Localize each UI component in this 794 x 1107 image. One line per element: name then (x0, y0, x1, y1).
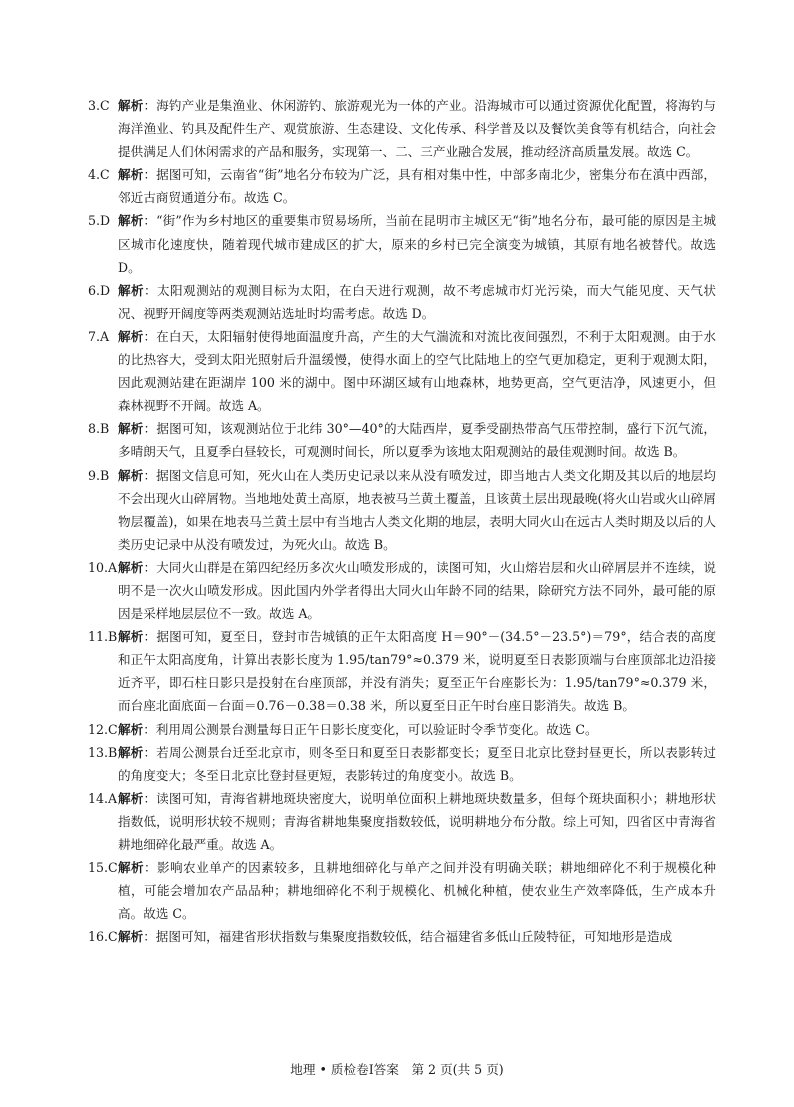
analysis-label: 解析 (118, 467, 144, 483)
answer-number: 16.C (88, 929, 118, 945)
answer-number: 11.B (88, 629, 118, 645)
answer-number: 15.C (88, 860, 118, 876)
answer-text: ：大同火山群是在第四纪经历多次火山喷发形成的，读图可知，火山熔岩层和火山碎屑层并不连续，说明不是一次火山喷发形成。因此国内外学者得出大同火山年龄不同的结果，除研究方法不同外，最可能的原因是采样地层层位不一致。故选 A。 (118, 559, 717, 622)
answer-number: 6.D (88, 282, 111, 298)
answer-list (88, 94, 716, 948)
answer-text: ：读图可知，青海省耕地斑块密度大，说明单位面积上耕地斑块数量多，但每个斑块面积小；耕地形状指数低，说明形状较不规则；青海省耕地集聚度指数较低，说明耕地分布分散。综上可知，四省区中青海省耕地细碎化最严重。故选 A。 (118, 790, 717, 852)
analysis-label: 解析 (118, 929, 144, 945)
analysis-label: 解析 (118, 282, 145, 298)
answer-item-11 (88, 625, 716, 717)
answer-text: ：影响农业单产的因素较多，且耕地细碎化与单产之间并没有明确关联；耕地细碎化不利于规模化种植，可能会增加农产品品种；耕地细碎化不利于规模化、机械化种植，使农业生产效率降低，生产成本升高。故选 C。 (118, 860, 717, 922)
analysis-label: 解析 (118, 421, 144, 437)
answer-text: ：据图可知，夏至日，登封市告城镇的正午太阳高度 H＝90°－(34.5°－23.5°)＝79°，结合表的高度和正午太阳高度角，计算出表影长度为 1.95/tan79°≈0.379 米，说明夏至日表影顶端与台座顶部北边沿接近齐平，即石柱日影只是投射在台座顶部，并没有消失；夏至正午台座影长为：1.95/tan79°≈0.379 米，而台座北面底面－台面＝0.76－0.38＝0.38 米，所以夏至日正午时台座日影消失。故选 B。 (118, 629, 716, 714)
analysis-label: 解析 (118, 629, 144, 645)
answer-number: 10.A (88, 559, 118, 575)
answer-number: 5.D (88, 213, 111, 229)
answer-number: 9.B (88, 467, 110, 483)
answer-text: ：太阳观测站的观测目标为太阳，在白天进行观测，故不考虑城市灯光污染，而大气能见度、天气状况、视野开阔度等两类观测站选址时均需考虑。故选 D。 (118, 282, 717, 321)
analysis-label: 解析 (118, 213, 144, 229)
answer-item-4 (88, 163, 716, 209)
answer-item-9 (88, 464, 716, 556)
answer-item-15 (88, 856, 716, 925)
answer-number: 8.B (88, 421, 110, 437)
answer-item-13 (88, 741, 716, 787)
analysis-label: 解析 (118, 790, 144, 806)
answer-number: 12.C (88, 721, 118, 737)
answer-item-7 (88, 325, 716, 417)
answer-text: ：据图文信息可知，死火山在人类历史记录以来从没有喷发过，即当地古人类文化期及其以后的地层均不会出现火山碎屑物。当地地处黄土高原，地表被马兰黄土覆盖，且该黄土层出现最晚(将火山岩或火山碎屑物层覆盖)，如果在地表马兰黄土层中有当地古人类文化期的地层，表明大同火山在远古人类时期及以后的人类历史记录中从没有喷发过，为死火山。故选 B。 (118, 467, 717, 552)
answer-text: ：据图可知，福建省形状指数与集聚度指数较低，结合福建省多低山丘陵特征，可知地形是造成 (143, 929, 673, 945)
answer-item-3 (88, 94, 716, 163)
answer-text: ：利用周公测景台测量每日正午日影长度变化，可以验证时令季节变化。故选 C。 (143, 721, 598, 737)
answer-text: ：在白天，太阳辐射使得地面温度升高，产生的大气湍流和对流比夜间强烈，不利于太阳观测。由于水的比热容大，受到太阳光照射后升温缓慢，使得水面上的空气比陆地上的空气更加稳定，更利于观测太阳，因此观测站建在距湖岸 100 米的湖中。图中环湖区域有山地森林，地势更高，空气更洁净，风速更小，但森林视野不开阔。故选 A。 (118, 328, 717, 414)
answer-number: 4.C (88, 167, 110, 183)
answer-item-16 (88, 925, 716, 948)
analysis-label: 解析 (118, 860, 145, 876)
answer-item-5 (88, 209, 716, 278)
answer-text: ：“街”作为乡村地区的重要集市贸易场所，当前在昆明市主城区无“街”地名分布，最可能的原因是主城区城市化速度快，随着现代城市建成区的扩大，原来的乡村已完全演变为城镇，其原有地名被替代。故选 D。 (118, 213, 716, 275)
answer-text: ：据图可知，云南省“街”地名分布较为广泛，具有相对集中性，中部多南北少，密集分布在滇中西部，邻近古商贸通道分布。故选 C。 (118, 167, 716, 206)
answer-item-6 (88, 279, 716, 325)
answer-number: 3.C (88, 98, 110, 113)
answer-number: 14.A (88, 790, 118, 806)
analysis-label: 解析 (118, 721, 144, 737)
analysis-label: 解析 (118, 98, 144, 113)
analysis-label: 解析 (118, 559, 144, 575)
analysis-label: 解析 (118, 328, 144, 344)
analysis-label: 解析 (118, 167, 144, 183)
analysis-label: 解析 (118, 744, 144, 760)
answer-number: 13.B (88, 744, 118, 760)
page-footer: 地理 • 质检卷Ⅰ答案 第 2 页(共 5 页) (290, 1062, 504, 1077)
answer-item-8 (88, 417, 716, 463)
answer-text: ：海钓产业是集渔业、休闲游钓、旅游观光为一体的产业。沿海城市可以通过资源优化配置，将海钓与海洋渔业、钓具及配件生产、观赏旅游、生态建设、文化传承、科学普及以及餐饮美食等有机结合，向社会提供满足人们休闲需求的产品和服务，实现第一、二、三产业融合发展，推动经济高质量发展。故选 C。 (118, 98, 717, 160)
answer-number: 7.A (88, 328, 110, 344)
answer-item-14 (88, 787, 716, 856)
answer-item-10 (88, 556, 716, 625)
answer-text: ：若周公测景台迁至北京市，则冬至日和夏至日表影都变长；夏至日北京比登封昼更长，所以表影转过的角度变大；冬至日北京比登封昼更短，表影转过的角度变小。故选 B。 (118, 744, 717, 783)
answer-item-12 (88, 718, 716, 741)
answer-text: ：据图可知，该观测站位于北纬 30°—40°的大陆西岸，夏季受副热带高气压带控制，盛行下沉气流，多晴朗天气，且夏季白昼较长，可观测时间长，所以夏季为该地太阳观测站的最佳观测时间。故选 B。 (118, 421, 717, 460)
